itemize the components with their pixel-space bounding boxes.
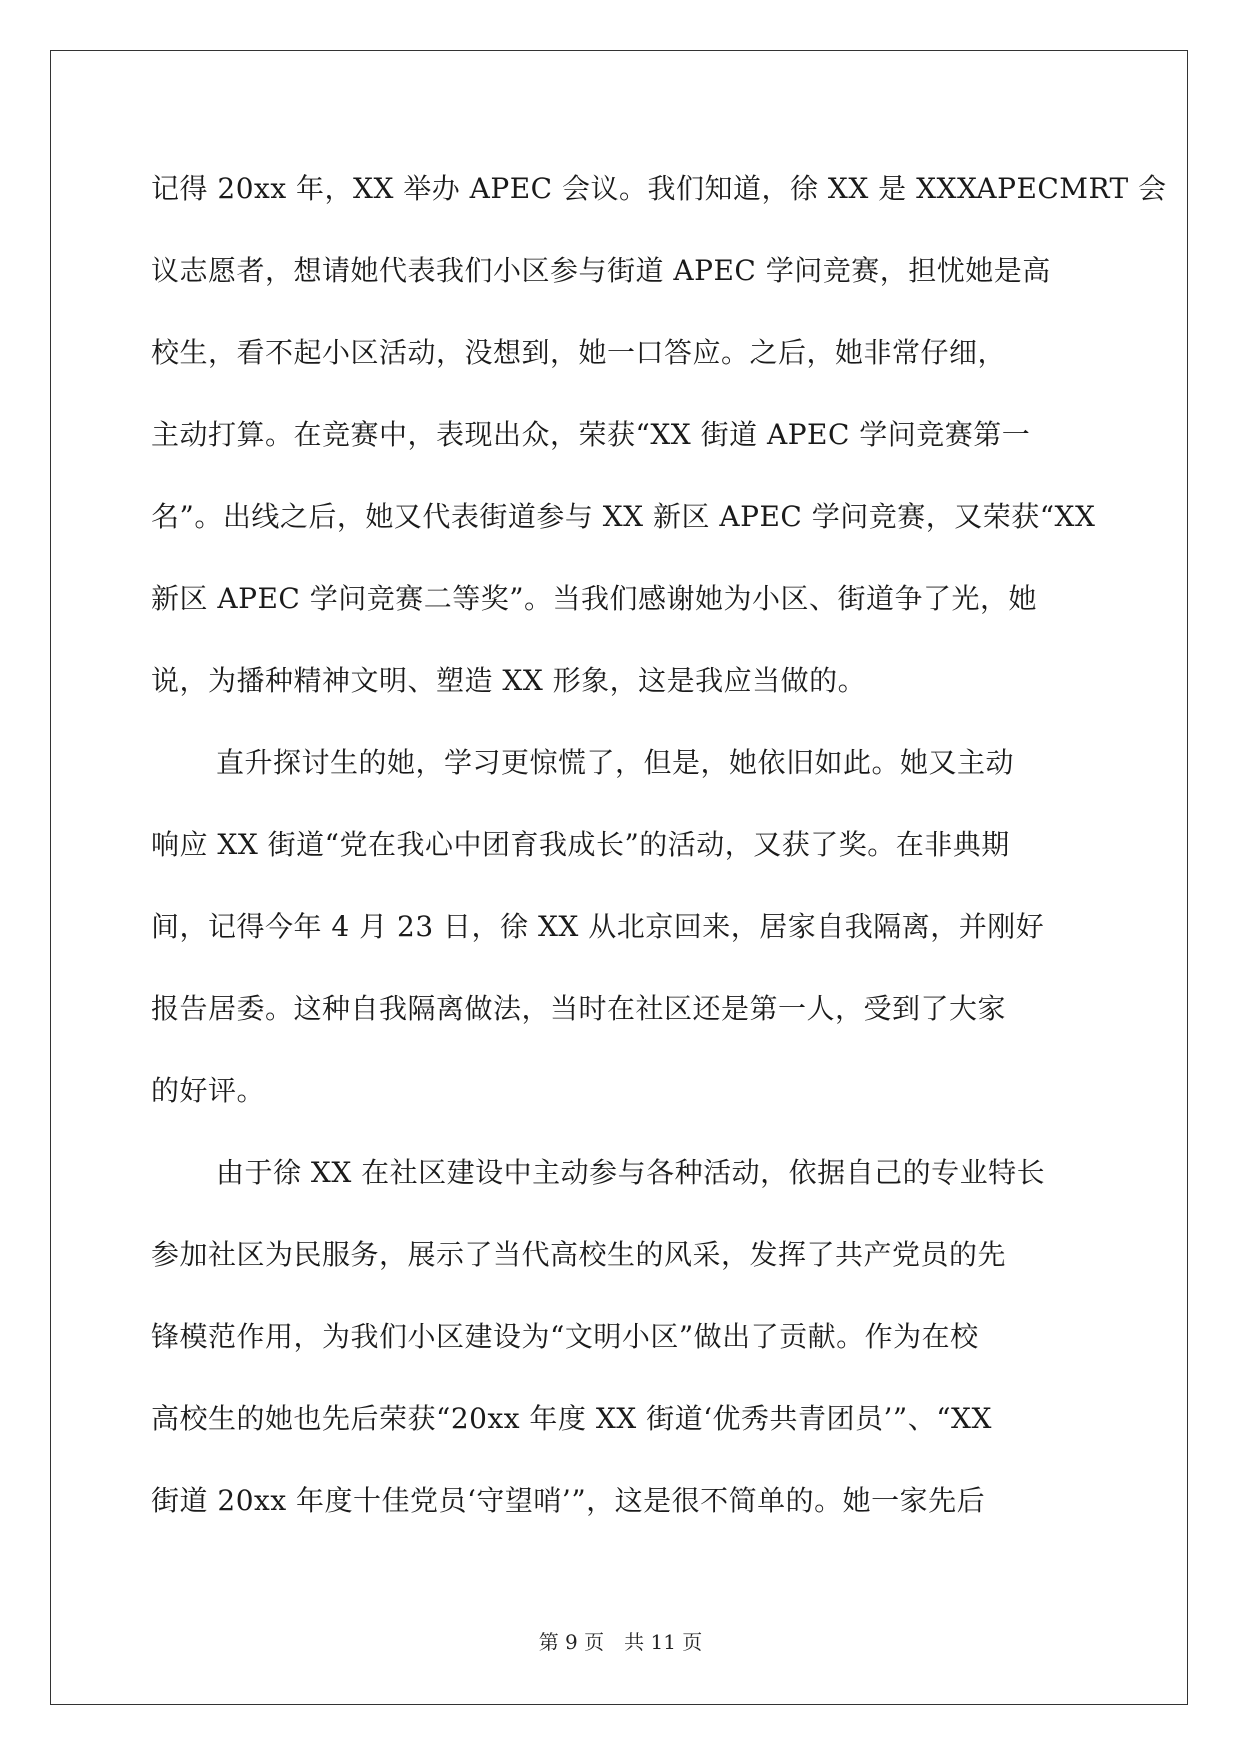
text-line: 记得 20xx 年，XX 举办 APEC 会议。我们知道，徐 XX 是 XXXAPECMRT 会 [151,172,1167,205]
page-number-footer: 第 9 页 共 11 页 [538,1630,703,1654]
text-line: 响应 XX 街道“党在我心中团育我成长”的活动，又获了奖。在非典期 [151,828,1010,861]
text-line: 锋模范作用，为我们小区建设为“文明小区”做出了贡献。作为在校 [151,1320,979,1353]
paragraph-start-line: 直升探讨生的她，学习更惊慌了，但是，她依旧如此。她又主动 [216,746,1015,779]
text-line: 名”。出线之后，她又代表街道参与 XX 新区 APEC 学问竞赛，又荣获“XX [151,500,1096,533]
text-line: 主动打算。在竞赛中，表现出众，荣获“XX 街道 APEC 学问竞赛第一 [151,418,1031,451]
text-line: 参加社区为民服务，展示了当代高校生的风采，发挥了共产党员的先 [151,1238,1007,1271]
text-line: 校生，看不起小区活动，没想到，她一口答应。之后，她非常仔细， [151,336,1007,369]
text-line: 的好评。 [151,1074,266,1107]
text-line: 高校生的她也先后荣获“20xx 年度 XX 街道‘优秀共青团员’”、“XX [151,1402,992,1435]
text-line: 说，为播种精神文明、塑造 XX 形象，这是我应当做的。 [151,664,867,697]
document-body [151,160,1167,1554]
paragraph-start-line: 由于徐 XX 在社区建设中主动参与各种活动，依据自己的专业特长 [216,1156,1046,1189]
text-line: 新区 APEC 学问竞赛二等奖”。当我们感谢她为小区、街道争了光，她 [151,582,1038,615]
text-line: 议志愿者，想请她代表我们小区参与街道 APEC 学问竞赛，担忧她是高 [151,254,1051,287]
text-line: 报告居委。这种自我隔离做法，当时在社区还是第一人，受到了大家 [151,992,1007,1025]
text-line: 街道 20xx 年度十佳党员‘守望哨’”，这是很不简单的。她一家先后 [151,1484,986,1517]
text-line: 间，记得今年 4 月 23 日，徐 XX 从北京回来，居家自我隔离，并刚好 [151,910,1045,943]
